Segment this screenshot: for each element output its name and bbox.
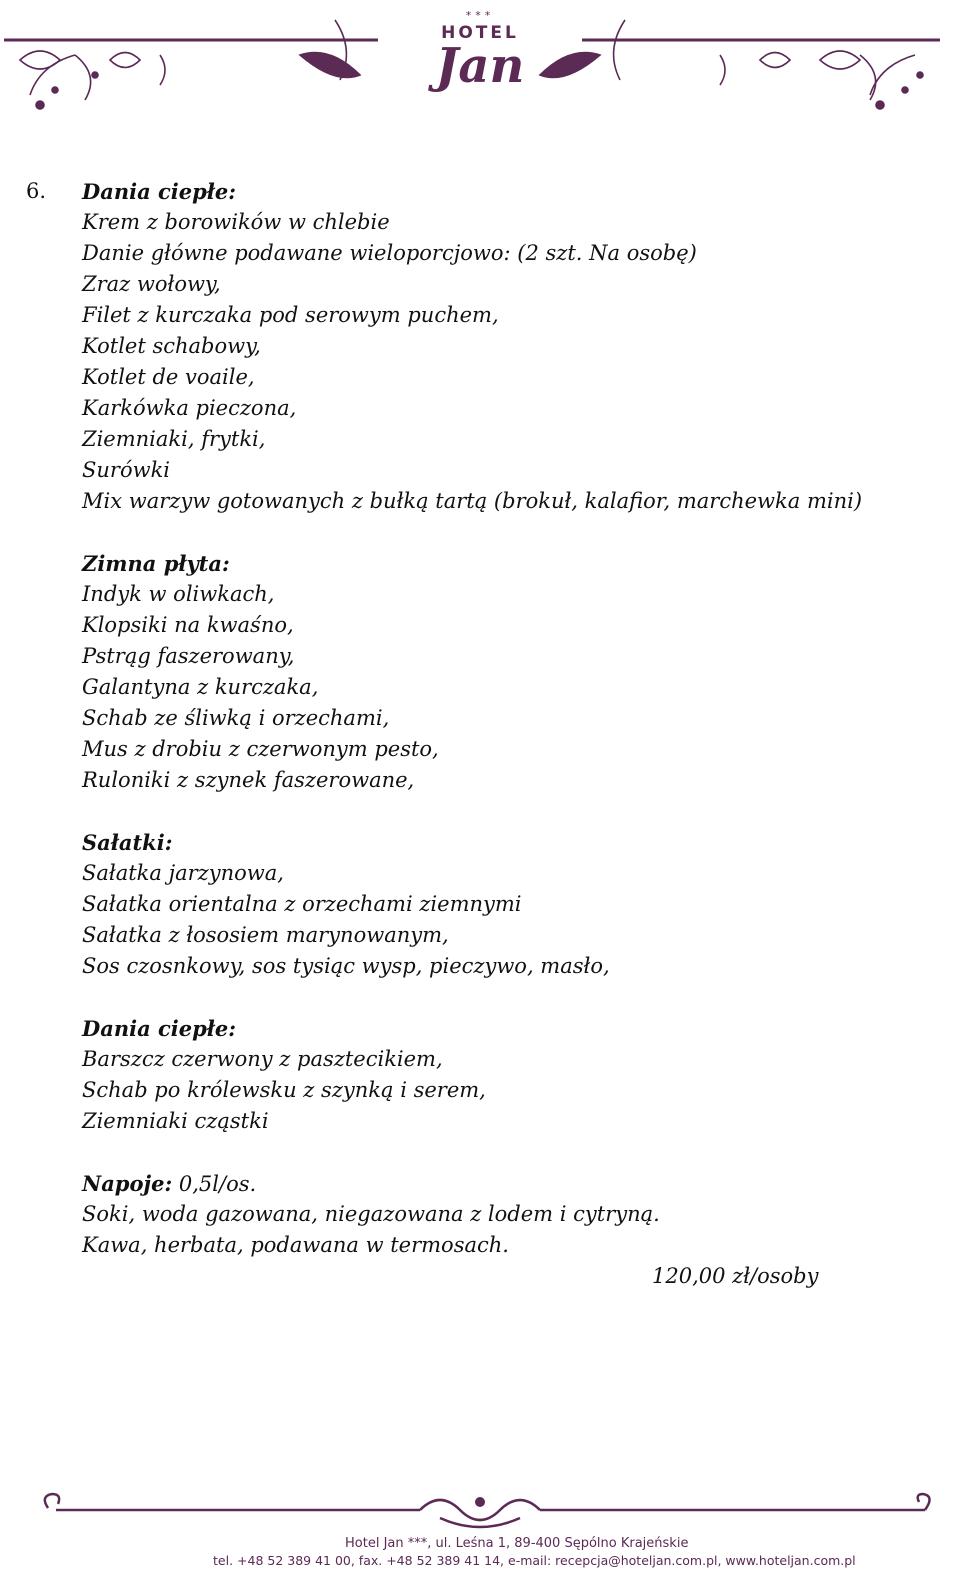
menu-item: Sos czosnkowy, sos tysiąc wysp, pieczywo, masło, [82,954,610,978]
menu-item: Mus z drobiu z czerwonym pesto, [82,737,439,761]
menu-item: Klopsiki na kwaśno, [82,613,294,637]
menu-item: Pstrąg faszerowany, [82,644,295,668]
menu-item: Barszcz czerwony z pasztecikiem, [82,1047,443,1071]
menu-item: Ruloniki z szynek faszerowane, [82,768,415,792]
menu-list [82,176,942,1292]
menu-item: Surówki [82,458,171,482]
logo-name-text: Jan [435,38,525,94]
section-heading: Zimna płyta: [82,551,230,576]
section-gap [82,796,942,827]
menu-item: Zraz wołowy, [82,272,221,296]
price: 120,00 zł/osoby [652,1264,819,1288]
menu-item: Sałatka jarzynowa, [82,861,284,885]
menu-item: Filet z kurczaka pod serowym puchem, [82,303,499,327]
logo-hotel-text: HOTEL [441,23,519,43]
section-gap [82,982,942,1013]
menu-item: Schab po królewsku z szynką i serem, [82,1078,486,1102]
floral-ornament-footer [0,1488,960,1536]
menu-item: Krem z borowików w chlebie [82,210,390,234]
drinks-heading: Napoje: [82,1171,173,1196]
menu-item: Sałatka orientalna z orzechami ziemnymi [82,892,522,916]
drinks-heading-line [82,1168,942,1199]
drinks-amount: 0,5l/os. [172,1172,257,1196]
section-heading: Sałatki: [82,830,173,855]
section-heading: Dania ciepłe: [82,179,236,204]
page-footer [0,1488,960,1584]
section-gap [82,517,942,548]
drinks-item: Soki, woda gazowana, niegazowana z lodem i cytryną. [82,1202,660,1226]
section-heading: Dania ciepłe: [82,1016,236,1041]
menu-item: Schab ze śliwką i orzechami, [82,706,390,730]
menu-item: Kotlet schabowy, [82,334,261,358]
price-line [82,1261,942,1292]
menu-item: Karkówka pieczona, [82,396,297,420]
menu-number: 6. [26,179,47,203]
footer-address: Hotel Jan ***, ul. Leśna 1, 89-400 Sępólno Krajeńskie [345,1536,689,1551]
menu-item: Kotlet de voaile, [82,365,255,389]
section-gap [82,1137,942,1168]
menu-item: Mix warzyw gotowanych z bułką tartą (brokuł, kalafior, marchewka mini) [82,489,863,513]
menu-item: Sałatka z łososiem marynowanym, [82,923,449,947]
drinks-item: Kawa, herbata, podawana w termosach. [82,1233,509,1257]
menu-item: Danie główne podawane wieloporcjowo: (2 szt. Na osobę) [82,241,697,265]
menu-item: Ziemniaki cząstki [82,1109,269,1133]
menu-item: Galantyna z kurczaka, [82,675,319,699]
footer-contact: tel. +48 52 389 41 00, fax. +48 52 389 41 14, e-mail: recepcja@hoteljan.com.pl, www.hoteljan.com.pl [213,1553,856,1568]
menu-item: Ziemniaki, frytki, [82,427,266,451]
page-header [0,0,960,125]
menu-item: Indyk w oliwkach, [82,582,275,606]
hotel-logo [375,8,585,108]
logo-stars: *** [465,9,495,22]
